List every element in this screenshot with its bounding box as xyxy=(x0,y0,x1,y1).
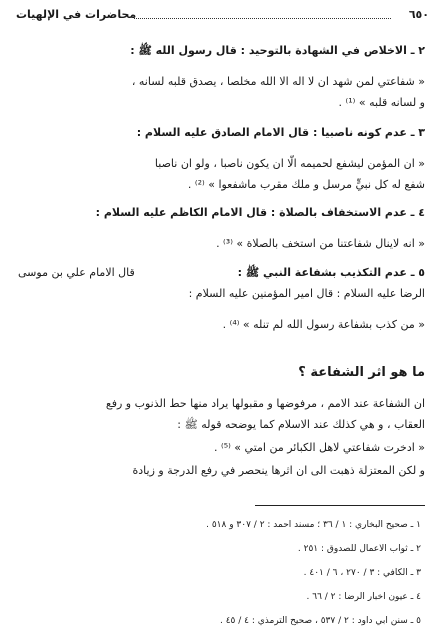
quote-line: و لسانه قلبه » ⁽¹⁾ . xyxy=(338,96,425,109)
quote-line: « شفاعتي لمن شهد ان لا اله الا الله مخلصا ، يصدق قلبه لسانه ، xyxy=(131,75,425,88)
condition-5-heading xyxy=(18,266,425,280)
footnote: ٢ ـ ثواب الاعمال للصدوق : ٢٥١ . xyxy=(297,544,421,554)
footnote-divider xyxy=(255,505,425,506)
condition-5-attribution: قال الامام علي بن موسى xyxy=(18,266,135,279)
condition-3-heading: ٣ ـ عدم كونه ناصبيا : قال الامام الصادق عليه السلام : xyxy=(136,126,425,139)
condition-4-heading: ٤ ـ عدم الاستخفاف بالصلاة : قال الامام الكاظم عليه السلام : xyxy=(95,206,425,219)
header-dotted-leader xyxy=(134,18,391,19)
condition-2-heading: ٢ ـ الاخلاص في الشهادة بالتوحيد : قال رسول الله ﷺ : xyxy=(130,44,425,57)
quote-line: « من كذب بشفاعة رسول الله لم تنله » ⁽⁴⁾ . xyxy=(222,318,425,331)
attribution-line: الرضا عليه السلام : قال امير المؤمنين عليه السلام : xyxy=(188,287,425,300)
section-title: ما هو اثر الشفاعة ؟ xyxy=(298,365,425,380)
quote-line: « انه لاينال شفاعتنا من استخف بالصلاة » ⁽³⁾ . xyxy=(216,237,425,250)
running-title: محاضرات في الإلهيات xyxy=(16,8,137,21)
footnote: ٣ ـ الكافي : ٣ / ٢٧٠ ، ٦ / ٤٠١ . xyxy=(303,568,421,578)
condition-5-title: ٥ ـ عدم التكذيب بشفاعة النبي ﷺ : xyxy=(237,266,425,279)
quote-line: شفع له كل نبيٍّ مرسل و ملك مقرب ماشفعوا » ⁽²⁾ . xyxy=(187,178,425,191)
paragraph-line: ان الشفاعة عند الامم ، مرفوضها و مقبولها يراد منها حط الذنوب و رفع xyxy=(105,397,425,410)
paragraph-line: العقاب ، و هي كذلك عند الاسلام كما يوضحه قوله ﷺ : xyxy=(177,418,425,431)
footnote: ٤ ـ عيون اخبار الرضا : ٢ / ٦٦ . xyxy=(306,592,421,602)
paragraph-line: و لكن المعتزلة ذهبت الى ان اثرها ينحصر في رفع الدرجة و زيادة xyxy=(132,464,425,477)
footnote: ٥ ـ سنن ابي داود : ٢ / ٥٣٧ ، صحيح الترمذي : ٤ / ٤٥ . xyxy=(219,616,421,626)
footnote: ١ ـ صحيح البخاري : ١ / ٣٦ ؛ مسند احمد : ٢ / ٣٠٧ و ٥١٨ . xyxy=(206,520,421,530)
running-header xyxy=(14,6,431,26)
quote-line: « ان المؤمن ليشفع لحميمه الّا ان يكون ناصبا ، ولو ان ناصبا xyxy=(154,157,425,170)
page-number: ٦٥٠ xyxy=(408,8,429,21)
quote-line: « ادخرت شفاعتي لاهل الكبائر من امتي » ⁽⁵⁾ . xyxy=(213,441,425,454)
